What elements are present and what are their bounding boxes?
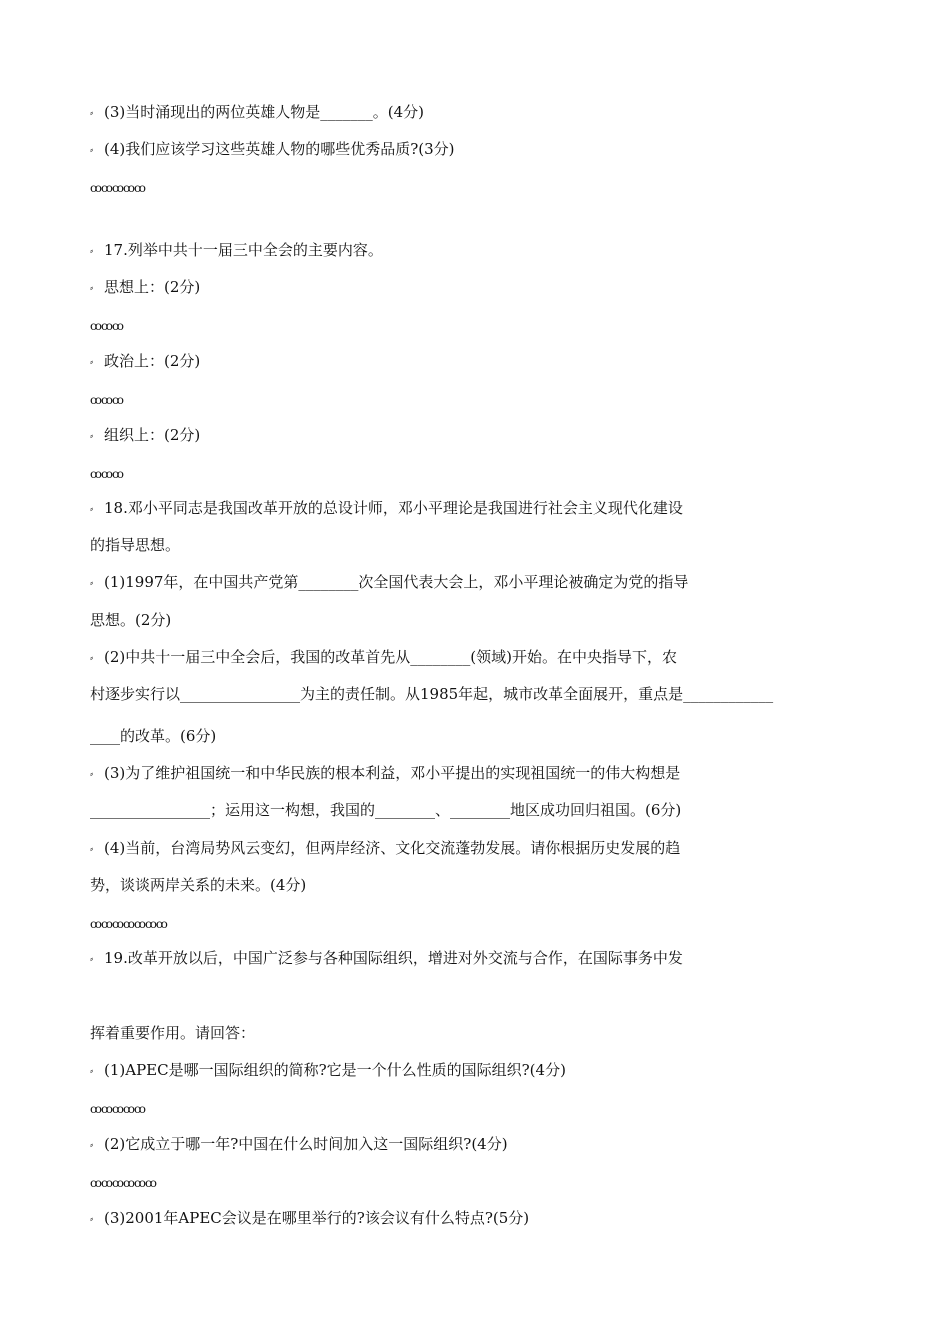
answer-space-glyphs: ꝏꝏꝏ: [90, 393, 123, 407]
answer-space-glyphs: ꝏꝏꝏꝏꝏꝏ: [90, 1176, 156, 1190]
answer-space-glyphs: ꝏꝏꝏꝏꝏ: [90, 181, 145, 195]
paragraph-mark-icon: ⸗: [90, 504, 92, 515]
paragraph-mark-icon: ⸗: [90, 1140, 92, 1151]
question-18-3: ⸗ (3)为了维护祖国统一和中华民族的根本利益，邓小平提出的实现祖国统一的伟大构想是: [90, 763, 680, 785]
question-16-4: ⸗ (4)我们应该学习这些英雄人物的哪些优秀品质?(3分): [90, 139, 455, 161]
question-19-2: ⸗ (2)它成立于哪一年?中国在什么时间加入这一国际组织?(4分): [90, 1134, 508, 1156]
paragraph-mark-icon: ⸗: [90, 246, 92, 257]
question-18-1-cont: 思想。(2分): [90, 611, 172, 629]
answer-space-glyphs: ꝏꝏꝏꝏꝏꝏꝏ: [90, 917, 167, 931]
question-18-title: ⸗ 18.邓小平同志是我国改革开放的总设计师，邓小平理论是我国进行社会主义现代化建设: [90, 498, 683, 520]
paragraph-mark-icon: ⸗: [90, 431, 92, 442]
question-18-4-cont: 势，谈谈两岸关系的未来。(4分): [90, 876, 307, 894]
question-19-title-cont: 挥着重要作用。请回答：: [90, 1024, 256, 1042]
paragraph-mark-icon: ⸗: [90, 1214, 92, 1225]
question-18-title-cont: 的指导思想。: [90, 536, 181, 554]
question-18-3-cont: ________________；运用这一构想，我国的________、________地区成功回归祖国。(6分): [90, 801, 682, 819]
paragraph-mark-icon: ⸗: [90, 283, 92, 294]
paragraph-mark-icon: ⸗: [90, 769, 92, 780]
paragraph-mark-icon: ⸗: [90, 108, 92, 119]
question-17-politics: ⸗ 政治上：(2分): [90, 351, 200, 373]
question-19-title: ⸗ 19.改革开放以后，中国广泛参与各种国际组织，增进对外交流与合作，在国际事务中发: [90, 948, 683, 970]
answer-space-glyphs: ꝏꝏꝏ: [90, 319, 123, 333]
question-18-2-cont: 村逐步实行以________________为主的责任制。从1985年起，城市改革全面展开，重点是____________: [90, 685, 774, 703]
paragraph-mark-icon: ⸗: [90, 357, 92, 368]
question-18-1: ⸗ (1)1997年，在中国共产党第________次全国代表大会上，邓小平理论被确定为党的指导: [90, 572, 688, 594]
question-17-organization: ⸗ 组织上：(2分): [90, 425, 200, 447]
paragraph-mark-icon: ⸗: [90, 145, 92, 156]
paragraph-mark-icon: ⸗: [90, 653, 92, 664]
answer-space-glyphs: ꝏꝏꝏ: [90, 467, 123, 481]
question-18-2-cont2: ____的改革。(6分): [90, 727, 217, 745]
question-16-3: ⸗ (3)当时涌现出的两位英雄人物是_______。(4分): [90, 102, 424, 124]
question-18-4: ⸗ (4)当前，台湾局势风云变幻，但两岸经济、文化交流蓬勃发展。请你根据历史发展的趋: [90, 838, 680, 860]
question-19-1: ⸗ (1)APEC是哪一国际组织的简称?它是一个什么性质的国际组织?(4分): [90, 1060, 566, 1082]
paragraph-mark-icon: ⸗: [90, 578, 92, 589]
question-19-3: ⸗ (3)2001年APEC会议是在哪里举行的?该会议有什么特点?(5分): [90, 1208, 529, 1230]
paragraph-mark-icon: ⸗: [90, 1066, 92, 1077]
question-17-title: ⸗ 17.列举中共十一届三中全会的主要内容。: [90, 240, 383, 262]
question-17-ideology: ⸗ 思想上：(2分): [90, 277, 200, 299]
paragraph-mark-icon: ⸗: [90, 844, 92, 855]
answer-space-glyphs: ꝏꝏꝏꝏꝏ: [90, 1102, 145, 1116]
question-18-2: ⸗ (2)中共十一届三中全会后，我国的改革首先从________(领域)开始。在中央指导下，农: [90, 647, 677, 669]
paragraph-mark-icon: ⸗: [90, 954, 92, 965]
